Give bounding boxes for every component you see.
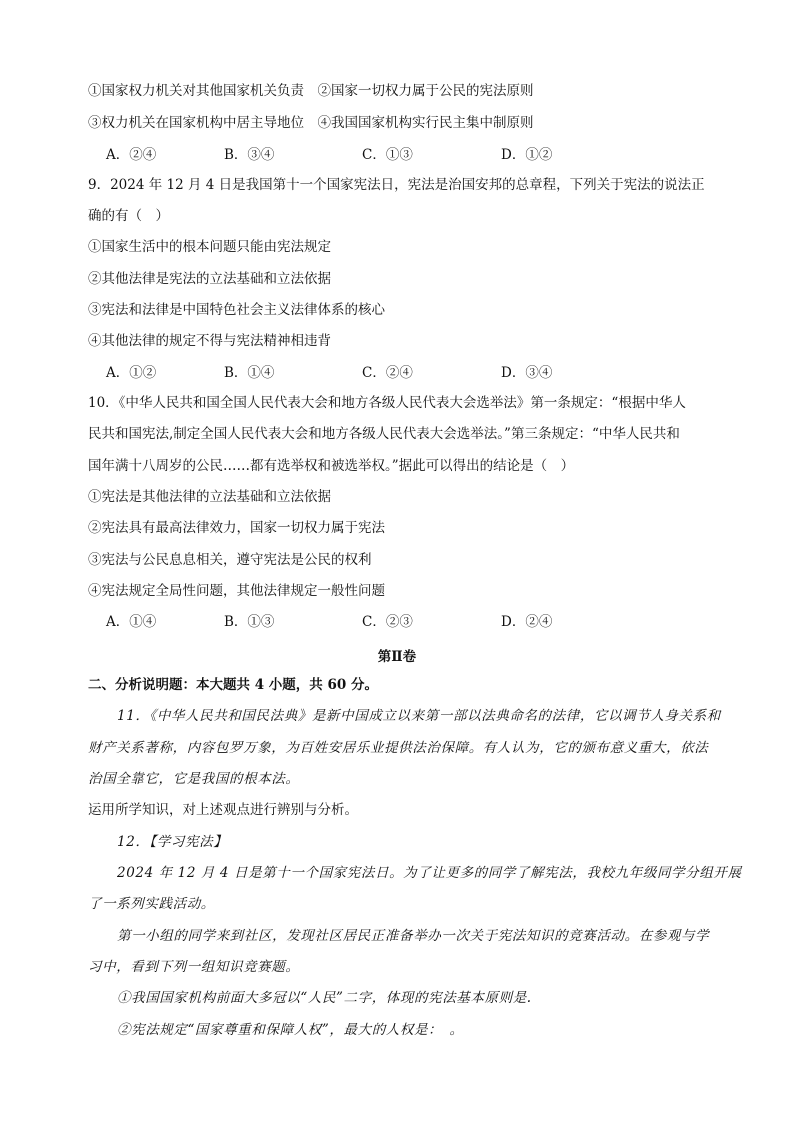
q10-option-a: A．①④ [106, 614, 157, 630]
q9-stem-line-2: 确的有（ ） [88, 208, 169, 224]
q12-para2-line-2: 习中，看到下列一组知识竞赛题。 [88, 959, 300, 975]
q9-option-b: B．①④ [224, 365, 275, 381]
q10-item-4: ④宪法规定全局性问题，其他法律规定一般性问题 [88, 583, 385, 599]
q9-stem-line-1: 9．2024 年 12 月 4 日是我国第十一个国家宪法日，宪法是治国安邦的总章程，下列关于宪法的说法正 [88, 177, 705, 193]
q9-item-2: ②其他法律是宪法的立法基础和立法依据 [88, 271, 331, 287]
q12-para1-line-1: 2024 年 12 月 4 日是第十一个国家宪法日。为了让更多的同学了解宪法，我校九年级同学分组开展 [117, 865, 742, 881]
q9-option-c: C．②④ [362, 365, 413, 381]
q10-option-c: C．②③ [362, 614, 413, 630]
q10-option-d: D．②④ [501, 614, 553, 630]
q9-item-4: ④其他法律的规定不得与宪法精神相违背 [88, 333, 331, 349]
q8-option-d: D．①② [501, 147, 553, 163]
q10-item-1: ①宪法是其他法律的立法基础和立法依据 [88, 489, 331, 505]
section-heading: 二、分析说明题：本大题共 4 小题，共 60 分。 [88, 677, 378, 693]
q10-stem-line-1: 10．《中华人民共和国全国人民代表大会和地方各级人民代表大会选举法》第一条规定：“根据中华人 [88, 395, 686, 411]
q8-option-b: B．③④ [224, 147, 275, 163]
q12-subquestion-2: ②宪法规定“国家尊重和保障人权”，最大的人权是： 。 [117, 1022, 464, 1038]
q12-subquestion-1: ①我国国家机构前面大多冠以“人民”二字，体现的宪法基本原则是. [117, 990, 532, 1006]
q9-item-1: ①国家生活中的根本问题只能由宪法规定 [88, 239, 331, 255]
q11-line-3: 治国全靠它，它是我国的根本法。 [88, 771, 300, 787]
q12-para1-line-2: 了一系列实践活动。 [88, 896, 215, 912]
q12-para2-line-1: 第一小组的同学来到社区，发现社区居民正准备举办一次关于宪法知识的竞赛活动。在参观与学 [117, 928, 710, 944]
q11-instruction: 运用所学知识，对上述观点进行辨别与分析。 [88, 802, 358, 818]
q12-heading: 12．【学习宪法】 [117, 834, 228, 850]
q10-item-2: ②宪法具有最高法律效力，国家一切权力属于宪法 [88, 520, 385, 536]
q11-line-1: 11．《中华人民共和国民法典》是新中国成立以来第一部以法典命名的法律，它以调节人身关系和 [117, 708, 721, 724]
q8-statement-line-1: ①国家权力机关对其他国家机关负责 ②国家一切权力属于公民的宪法原则 [88, 83, 534, 99]
q8-option-a: A．②④ [106, 147, 157, 163]
q10-option-b: B．①③ [224, 614, 275, 630]
q9-item-3: ③宪法和法律是中国特色社会主义法律体系的核心 [88, 302, 385, 318]
q11-line-2: 财产关系著称，内容包罗万象，为百姓安居乐业提供法治保障。有人认为，它的颁布意义重大，依法 [88, 740, 709, 756]
q9-option-d: D．③④ [501, 365, 553, 381]
q10-item-3: ③宪法与公民息息相关，遵守宪法是公民的权利 [88, 552, 372, 568]
q10-stem-line-3: 国年满十八周岁的公民……都有选举权和被选举权。”据此可以得出的结论是（ ） [88, 458, 575, 474]
volume-title: 第Ⅱ卷 [377, 649, 417, 665]
q8-option-c: C．①③ [362, 147, 413, 163]
q8-statement-line-2: ③权力机关在国家机构中居主导地位 ④我国国家机构实行民主集中制原则 [88, 115, 534, 131]
q9-option-a: A．①② [106, 365, 157, 381]
q10-stem-line-2: 民共和国宪法,制定全国人民代表大会和地方各级人民代表大会选举法。”第三条规定：“中华人民共和 [88, 426, 680, 442]
